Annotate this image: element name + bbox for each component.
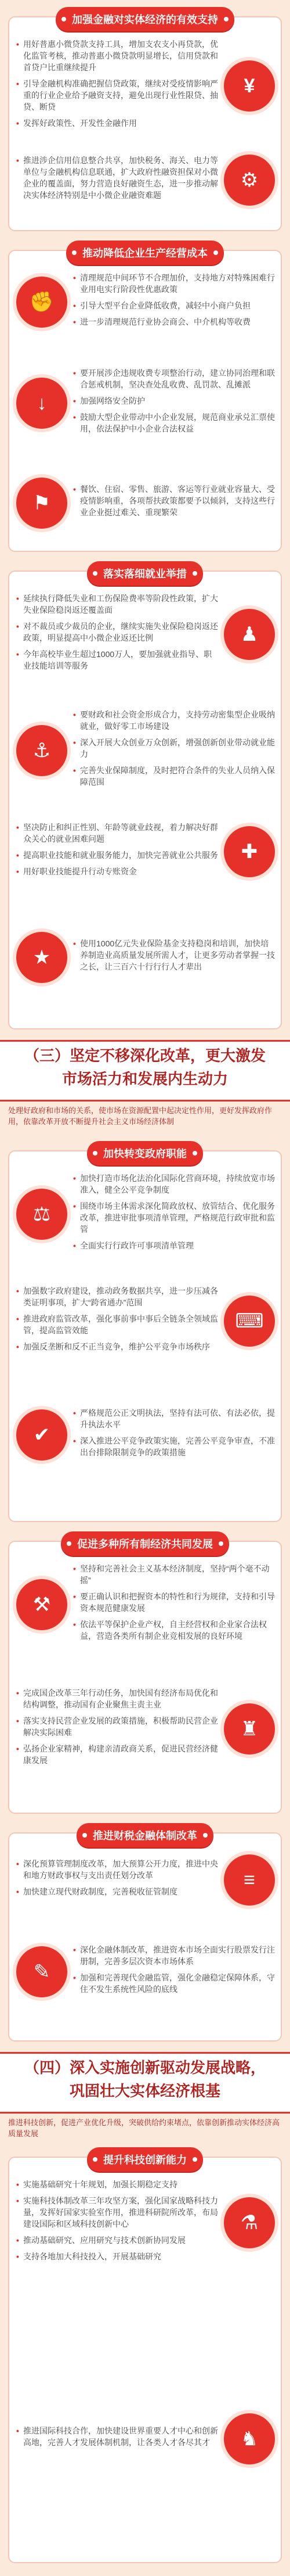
list-item-text: 用好职业技能提升行动专账资金 [23, 867, 137, 876]
bullet-icon: • [16, 40, 19, 49]
list-item [16, 2195, 218, 2230]
card-group [16, 478, 275, 529]
card-title: 加快转变政府职能 [87, 1141, 203, 1165]
card-title: 推动降低企业生产经营成本 [66, 241, 224, 265]
bullet-icon: • [73, 412, 76, 422]
bullet-icon: • [73, 301, 76, 310]
list-item-text: 推进涉企信用信息整合共享，加快税务、海关、电力等单位与金融机构信息联通，扩大政府性融资担保对小微企业的覆盖面，努力营造良好融资生态，进一步推动解决实体经济特别是中小微企业融资难题 [23, 156, 218, 200]
list-item [73, 300, 275, 311]
card-title: 加强金融对实体经济的有效支持 [56, 7, 234, 31]
list-item-text: 使用1000亿元失业保险基金支持稳岗和培训，加快培养制造业高质量发展所需人才，让更多劳动者掌握一技之长，让三百六十行行行人才辈出 [80, 939, 275, 971]
card-finance-support [8, 16, 282, 231]
list-item-text: 支持各地加大科技投入，开展基础研究 [23, 2252, 161, 2261]
list-item [16, 620, 218, 644]
card-title: 落实落细就业举措 [87, 561, 203, 586]
list-item-text: 坚决防止和纠正性别、年龄等就业歧视，着力解决好群众关心的就业困难问题 [23, 823, 218, 844]
document-icon: ≡ [224, 1854, 275, 1906]
bullet-icon: • [73, 368, 76, 378]
bullet-icon: • [16, 2180, 19, 2189]
list-item [73, 1240, 275, 1251]
section4-lead: 推进科技创新，促进产业优化升级，突破供给约束堵点，依靠创新推动实体经济高质量发展 [8, 2118, 280, 2138]
card-group [16, 38, 275, 134]
card-group [16, 1172, 275, 1256]
list-item-text: 推进国际科技合作，加快建设世界重要人才中心和创新高地，完善人才发展体制机制，让各类人才各尽其才 [23, 2426, 218, 2447]
card-group [16, 272, 275, 332]
flag-icon: ⚑ [16, 478, 67, 529]
computer-icon: ⌨ [224, 1296, 275, 1347]
bullet-icon: • [73, 1620, 76, 1629]
list-item [16, 821, 218, 845]
list-item [16, 1313, 218, 1336]
bullet-icon: • [16, 867, 19, 876]
list-item [73, 367, 275, 390]
card-employment [8, 568, 282, 1029]
list-item [16, 1715, 218, 1738]
flask-icon: ⚗ [224, 2197, 275, 2248]
talent-icon: ♞ [224, 2413, 275, 2464]
bullet-icon: • [16, 594, 19, 603]
bullet-icon: • [16, 1688, 19, 1698]
list-item [16, 117, 218, 129]
section4-title-line1: （四）深入实施创新驱动发展战略， [24, 2060, 266, 2076]
bullet-icon: • [16, 823, 19, 832]
bullet-icon: • [73, 738, 76, 747]
bullet-icon: • [73, 1945, 76, 1954]
list-item [16, 593, 218, 616]
card-fiscal-reform [8, 1832, 282, 2042]
card-group [16, 1285, 275, 1357]
list-item-text: 引导大型平台企业降低收费，减轻中小商户负担 [80, 301, 251, 310]
card-group [16, 709, 275, 792]
list-item [16, 1687, 218, 1710]
bullet-icon: • [73, 1592, 76, 1601]
building-icon: ♜ [224, 1703, 275, 1755]
list-item-text: 清理规范中间环节不合理加价，支持地方对特殊困难行业用电实行阶段性优惠政策 [80, 273, 275, 294]
list-item-text: 完成国企改革三年行动任务，加快国有经济布局优化和结构调整，推动国有企业聚焦主责主业 [23, 1688, 218, 1709]
list-item-text: 今年高校毕业生超过1000万人，要加强就业指导、职业技能培训等服务 [23, 650, 212, 670]
bullet-icon: • [16, 79, 19, 88]
bullet-icon: • [16, 1342, 19, 1351]
list-item [73, 938, 275, 973]
card-title: 提升科技创新能力 [87, 2147, 203, 2172]
list-item-text: 实施科技体制改革三年攻坚方案，强化国家战略科技力量，发挥好国家实验室作用，推进科研院所改革，布局建设国际和区域科技创新中心 [23, 2196, 218, 2229]
list-item-text: 要开展涉企违规收费专项整治行动，建立协同治理和联合惩戒机制，坚决查处乱收费、乱罚款、乱摊派 [80, 368, 275, 389]
list-item-text: 进一步清理规范行业协会商会、中介机构等收费 [80, 317, 251, 327]
card-group [16, 1407, 275, 1463]
list-item [73, 395, 275, 407]
card-group [16, 2413, 275, 2464]
bullet-icon: • [73, 317, 76, 327]
list-item [73, 709, 275, 732]
list-item-text: 发挥好政策性、开发性金融作用 [23, 119, 137, 128]
bullet-icon: • [16, 851, 19, 860]
card-govt-functions [8, 1150, 282, 1522]
list-item-text: 深化金融体制改革，推进资本市场全面实行股票发行注册制，完善多层次资本市场体系 [80, 1945, 275, 1966]
list-item-text: 加强反垄断和反不正当竞争，维护公平竞争市场秩序 [23, 1342, 210, 1351]
list-item [16, 1743, 218, 1766]
card-group [16, 593, 275, 676]
bullet-icon: • [73, 1436, 76, 1445]
list-item-text: 延续执行降低失业和工伤保险费率等阶段性政策，扩大失业保险稳岗返还覆盖面 [23, 594, 218, 615]
list-item [16, 1341, 218, 1352]
team-icon: ⚓ [16, 725, 67, 776]
bullet-icon: • [73, 1201, 76, 1211]
list-item [16, 38, 218, 73]
bullet-icon: • [73, 1973, 76, 1982]
tools-icon: ⚒ [16, 1579, 67, 1630]
list-item [16, 155, 218, 201]
section3-lead: 处理好政府和市场的关系，使市场在资源配置中起决定性作用，更好发挥政府作用，依靠改革开放不断提升社会主义市场经济体制 [8, 1106, 273, 1126]
hand-icon: ✊ [16, 277, 67, 328]
list-item-text: 要财政和社会资金形成合力，支持劳动密集型企业吸纳就业，做好零工市场建设 [80, 710, 275, 731]
bullet-icon: • [73, 710, 76, 719]
list-item-text: 提高职业技能和就业服务能力，加快完善就业公共服务 [23, 851, 218, 860]
section3-title-line2: 市场活力和发展内生动力 [61, 1071, 228, 1088]
list-item [73, 1563, 275, 1586]
bullet-icon: • [73, 1241, 76, 1250]
bullet-icon: • [16, 1716, 19, 1725]
list-item-text: 深入开展大众创业万众创新，增强创新创业带动就业能力 [80, 738, 275, 759]
list-item-text: 围绕市场主体需求深化简政放权、放管结合、优化服务改革，推进审批事项清单管理，严格规范行政审批和监管 [80, 1201, 275, 1234]
list-item-text: 全面实行行政许可事项清单管理 [80, 1241, 194, 1250]
bullet-icon: • [73, 1174, 76, 1183]
section3-title-line1: （三）坚定不移深化改革，更大激发 [24, 1047, 266, 1064]
bullet-icon: • [16, 2426, 19, 2435]
list-item-text: 坚持和完善社会主义基本经济制度，坚持“两个毫不动摇” [80, 1564, 270, 1585]
card-group [16, 2179, 275, 2267]
bullet-icon: • [16, 2236, 19, 2245]
money-bag-icon: ¥ [224, 60, 275, 112]
list-item-text: 加强网络安全防护 [80, 396, 145, 406]
list-item [16, 78, 218, 113]
bullet-icon: • [16, 119, 19, 128]
person-icon: ♟ [224, 609, 275, 660]
list-item-text: 深入推进公平竞争政策实施，完善公平竞争审查，不准出台排除限制竞争的政策措施 [80, 1436, 275, 1457]
cost-down-icon: ↓ [16, 378, 67, 429]
card-group [16, 932, 275, 983]
bullet-icon: • [73, 1564, 76, 1573]
check-icon: ✔ [16, 1409, 67, 1461]
list-item [73, 1200, 275, 1235]
card-title: 推进财税金融体制改革 [77, 1823, 213, 1847]
list-item [73, 1972, 275, 1995]
list-item-text: 推动基础研究、应用研究与技术创新协同发展 [23, 2236, 186, 2245]
list-item-text: 加强数字政府建设，推动政务数据共享，进一步压减各类证明事项，扩大“跨省通办”范围 [23, 1286, 218, 1307]
list-item-text: 完善失业保障制度，及时把符合条件的失业人员纳入保障范围 [80, 766, 275, 787]
list-item [73, 411, 275, 435]
list-item-text: 鼓励大型企业带动中小企业发展，规范商业承兑汇票使用，依法保护中小企业合法权益 [80, 412, 275, 433]
card-group [16, 155, 275, 206]
card-group [16, 1563, 275, 1646]
scale-icon: ⚖ [16, 1189, 67, 1240]
bullet-icon: • [73, 939, 76, 948]
list-item [73, 1172, 275, 1196]
bullet-icon: • [73, 1408, 76, 1418]
list-item [73, 1591, 275, 1614]
bullet-icon: • [16, 2252, 19, 2261]
list-item [16, 2179, 218, 2190]
pen-icon: ✎ [16, 1946, 67, 1997]
bullet-icon: • [73, 766, 76, 775]
list-item [16, 849, 218, 861]
list-item [16, 2251, 218, 2262]
bullet-icon: • [73, 485, 76, 494]
bullet-icon: • [16, 622, 19, 631]
bullet-icon: • [16, 1887, 19, 1896]
list-item-text: 依法平等保护企业产权，自主经营权和企业家合法权益，营造各类所有制企业竞相发展的良好环境 [80, 1620, 267, 1641]
list-item [73, 316, 275, 328]
card-group [16, 1944, 275, 2000]
list-item-text: 餐饮、住宿、零售、旅游、客运等行业就业容量大、受疫情影响重，各项帮扶政策都要予以倾斜，支持这些行业企业挺过难关、重现繁荣 [80, 485, 275, 517]
bullet-icon: • [73, 273, 76, 282]
list-item [73, 1619, 275, 1642]
list-item-text: 加快打造市场化法治化国际化营商环境，持续放宽市场准入，健全公平竞争制度 [80, 1174, 275, 1194]
list-item [16, 1285, 218, 1308]
list-item-text: 落实支持民营企业发展的政策措施，积极帮助民营企业解决实际困难 [23, 1716, 218, 1737]
card-ownership [8, 1538, 282, 1814]
list-item [73, 737, 275, 760]
list-item-text: 实施基础研究十年规划，加强长期稳定支持 [23, 2180, 177, 2189]
medical-icon: ✚ [224, 826, 275, 877]
list-item-text: 加强和完善现代金融监管，强化金融稳定保障体系，守住不发生系统性风险的底线 [80, 1973, 275, 1994]
list-item-text: 对不裁员或少裁员的企业，继续实施失业保险稳岗返还政策，明显提高中小微企业返还比例 [23, 622, 218, 643]
card-group [16, 1854, 275, 1906]
bullet-icon: • [73, 396, 76, 406]
list-item [73, 1407, 275, 1430]
list-item-text: 严格规范公正文明执法，坚持有法可依、有法必依，提升执法水平 [80, 1408, 275, 1429]
bullet-icon: • [16, 156, 19, 165]
list-item-text: 要正确认识和把握资本的特性和行为规律，支持和引导资本规范健康发展 [80, 1592, 275, 1613]
list-item [16, 648, 218, 672]
card-title: 促进多种所有制经济共同发展 [61, 1531, 229, 1556]
list-item [73, 483, 275, 518]
card-innovation [8, 2154, 282, 2563]
list-item [16, 1858, 218, 1881]
bullet-icon: • [16, 1314, 19, 1323]
list-item [73, 1944, 275, 1967]
finance-gear-icon: ⚙ [224, 155, 275, 206]
list-item-text: 用好普惠小微贷款支持工具，增加支农支小再贷款，优化监管考核，推动普惠小微贷款明显增长，信用贷款和首贷户比重继续提升 [23, 40, 218, 72]
list-item-text: 弘扬企业家精神，构建亲清政商关系，促进民营经济健康发展 [23, 1744, 218, 1765]
list-item [73, 1435, 275, 1458]
card-reduce-cost [8, 247, 282, 552]
list-item [16, 2425, 218, 2448]
list-item-text: 加快建立现代财政制度，完善税收征管制度 [23, 1887, 177, 1896]
bullet-icon: • [16, 1859, 19, 1868]
list-item [73, 272, 275, 295]
list-item-text: 深化预算管理制度改革，加大预算公开力度，推进中央和地方财政事权与支出责任划分改革 [23, 1859, 218, 1880]
card-group [16, 367, 275, 439]
bullet-icon: • [16, 650, 19, 659]
list-item [16, 866, 218, 877]
card-group [16, 821, 275, 882]
bullet-icon: • [16, 1744, 19, 1753]
list-item [73, 765, 275, 788]
bullet-icon: • [16, 1286, 19, 1296]
bullet-icon: • [16, 2196, 19, 2205]
list-item [16, 2234, 218, 2246]
list-item [16, 1886, 218, 1897]
section4-title-line2: 巩固壮大实体经济根基 [69, 2083, 220, 2100]
list-item-text: 推进政府监管改革，强化事前事中事后全链条全领域监管，提高监管效能 [23, 1314, 218, 1335]
list-item-text: 引导金融机构准确把握信贷政策，继续对受疫情影响严重的行业企业给予融资支持，避免出现行业性限贷、抽贷、断贷 [23, 79, 218, 112]
card-group [16, 1687, 275, 1771]
star-icon: ★ [16, 932, 67, 983]
